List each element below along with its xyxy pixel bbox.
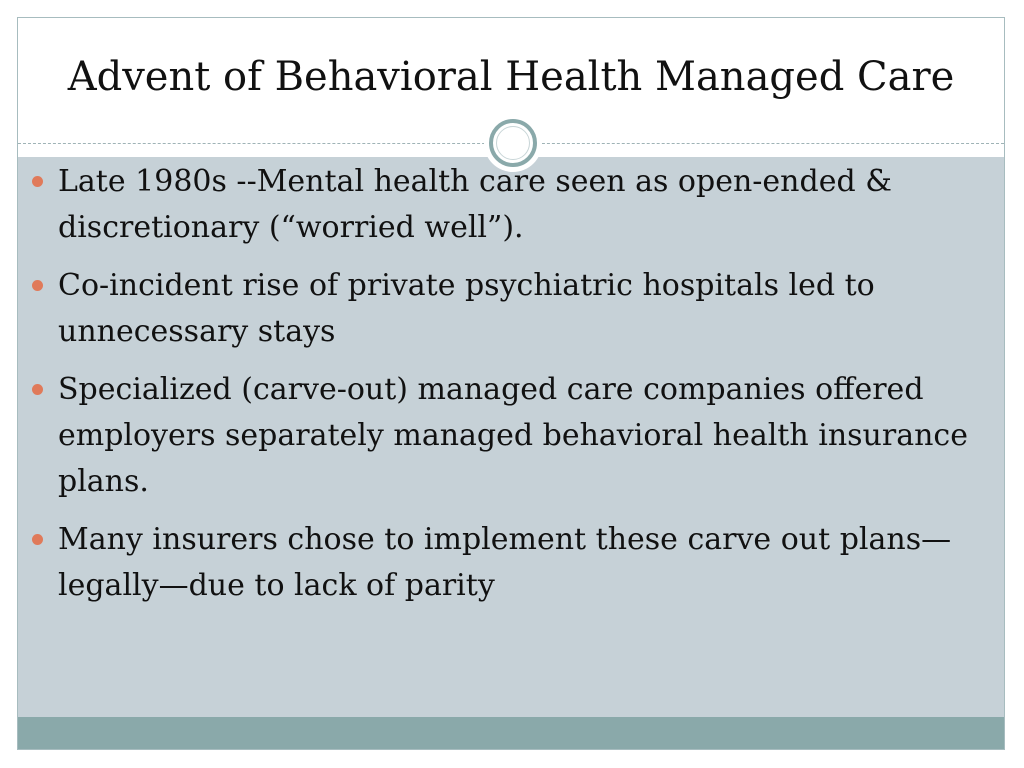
list-item [27,517,977,609]
bullet-text: Many insurers chose to implement these carve out plans—legally—due to lack of parity [58,522,952,603]
list-item [27,367,977,505]
bullet-text: Specialized (carve-out) managed care companies offered employers separately managed behavioral health insurance plans. [58,372,968,499]
bullet-list [27,159,977,621]
bullet-dot-icon [32,384,43,395]
bullet-text: Co-incident rise of private psychiatric hospitals led to unnecessary stays [58,268,875,349]
bullet-dot-icon [32,534,43,545]
bullet-text: Late 1980s --Mental health care seen as open-ended & discretionary (“worried well”). [58,164,892,245]
bullet-dot-icon [32,176,43,187]
bullet-dot-icon [32,280,43,291]
list-item [27,263,977,355]
list-item [27,159,977,251]
slide-title: Advent of Behavioral Health Managed Care [67,54,955,100]
footer-bar [18,717,1004,750]
